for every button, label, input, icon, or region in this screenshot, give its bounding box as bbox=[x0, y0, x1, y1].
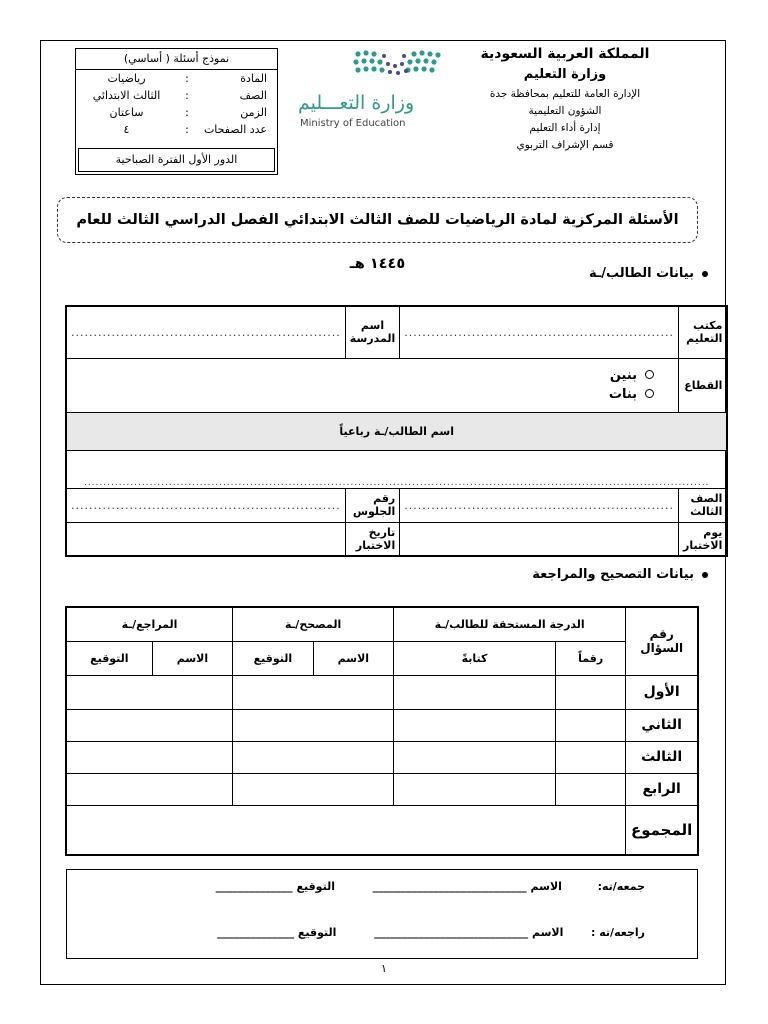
logo-arabic-text: وزارة التعـــليم bbox=[298, 92, 415, 114]
class-field[interactable]: ............................................................ bbox=[400, 488, 679, 522]
logo-english-text: Ministry of Education bbox=[300, 118, 406, 129]
corrector-header: المصحح/ـة bbox=[233, 607, 394, 641]
page-number: ١ bbox=[381, 962, 387, 975]
collected-by-line bbox=[216, 880, 645, 893]
review-section-heading bbox=[532, 567, 708, 582]
info-value: رياضيات bbox=[107, 72, 146, 85]
performance-line: إدارة أداء التعليم bbox=[529, 122, 601, 134]
info-value: ساعتان bbox=[109, 106, 144, 119]
name-label: الاسم bbox=[531, 926, 564, 939]
office-label: مكتب التعليم bbox=[679, 306, 728, 358]
info-key: الزمن bbox=[240, 106, 267, 119]
digits-header: رقماً bbox=[556, 641, 626, 675]
sector-label: القطاع bbox=[679, 358, 728, 412]
header-block bbox=[465, 44, 665, 154]
grade-cell[interactable] bbox=[556, 675, 626, 709]
question-row-label: الرابع bbox=[626, 773, 698, 805]
info-value: ٤ bbox=[123, 123, 130, 136]
grade-header: الدرجة المستحقة للطالب/ـة bbox=[394, 607, 626, 641]
corrector-cell[interactable] bbox=[233, 675, 394, 709]
day-label: يوم الاختبار bbox=[679, 522, 728, 556]
school-label: اسم المدرسة bbox=[345, 306, 399, 358]
info-key: الصف bbox=[239, 89, 267, 102]
seat-field[interactable]: ............................................................ bbox=[66, 488, 345, 522]
bullet-icon bbox=[702, 572, 708, 578]
corrector-sign-header: التوقيع bbox=[233, 641, 313, 675]
name-line[interactable]: ____________________________ bbox=[372, 880, 527, 893]
session-label: الدور الأول الفترة الصباحية bbox=[78, 148, 275, 172]
student-name-field[interactable]: .................................................................................................................................................................. bbox=[66, 450, 727, 488]
reviewer-header: المراجع/ـة bbox=[66, 607, 233, 641]
words-header: كتابةً bbox=[394, 641, 556, 675]
reviewer-cell[interactable] bbox=[66, 709, 233, 741]
reviewed-by-line bbox=[217, 926, 645, 939]
grading-table bbox=[65, 606, 699, 856]
student-info-table bbox=[65, 305, 728, 557]
date-field[interactable] bbox=[66, 522, 345, 556]
day-field[interactable] bbox=[400, 522, 679, 556]
sign-label: التوقيع bbox=[296, 880, 335, 893]
sector-option-label: بنات bbox=[608, 387, 638, 402]
ministry-title: وزارة التعليم bbox=[523, 67, 607, 82]
info-key: المادة bbox=[240, 72, 267, 85]
signature-box bbox=[66, 869, 698, 959]
student-name-label: اسم الطالب/ـة رباعياً bbox=[66, 412, 727, 450]
sign-line[interactable]: ______________ bbox=[215, 880, 293, 893]
bullet-icon bbox=[702, 271, 708, 277]
info-key: عدد الصفحات bbox=[203, 123, 267, 136]
radio-icon[interactable] bbox=[645, 389, 654, 398]
sector-option-girls[interactable] bbox=[71, 385, 654, 404]
sector-option-boys[interactable] bbox=[71, 366, 654, 385]
info-row: الزمن : ساعتان bbox=[76, 104, 277, 121]
corrector-cell[interactable] bbox=[233, 741, 394, 773]
section-title: بيانات التصحيح والمراجعة bbox=[532, 567, 694, 582]
grade-cell[interactable] bbox=[556, 741, 626, 773]
reviewer-cell[interactable] bbox=[66, 773, 233, 805]
name-label: الاسم bbox=[530, 880, 562, 893]
sector-option-label: بنين bbox=[609, 368, 638, 383]
grade-cell[interactable] bbox=[394, 741, 556, 773]
sign-label: التوقيع bbox=[297, 926, 337, 939]
section-title: بيانات الطالب/ـة bbox=[588, 266, 694, 281]
sign-line[interactable]: ______________ bbox=[217, 926, 295, 939]
question-row-label: الأول bbox=[626, 675, 698, 709]
supervision-line: قسم الإشراف التربوي bbox=[516, 139, 614, 151]
exam-title-banner: الأسئلة المركزية لمادة الرياضيات للصف الثالث الابتدائي الفصل الدراسي الثالث للعام ١٤٤٥ هـ bbox=[57, 197, 698, 243]
form-type: نموذج أسئلة ( أساسي) bbox=[76, 49, 277, 70]
info-row: عدد الصفحات : ٤ bbox=[76, 121, 277, 138]
reviewer-sign-header: التوقيع bbox=[66, 641, 152, 675]
reviewer-cell[interactable] bbox=[66, 741, 233, 773]
name-line[interactable]: ____________________________ bbox=[374, 926, 529, 939]
kingdom-title: المملكة العربية السعودية bbox=[480, 46, 650, 62]
reviewer-name-header: الاسم bbox=[152, 641, 232, 675]
exam-info-box bbox=[75, 48, 278, 175]
reviewer-cell[interactable] bbox=[66, 675, 233, 709]
admin-line: الإدارة العامة للتعليم بمحافظة جدة bbox=[489, 88, 641, 100]
radio-icon[interactable] bbox=[645, 370, 654, 379]
student-section-heading bbox=[589, 266, 708, 281]
question-row-label: الثاني bbox=[626, 709, 698, 741]
info-row: الصف : الثالث الابتدائي bbox=[76, 87, 277, 104]
total-row-label: المجموع bbox=[626, 805, 698, 855]
grade-cell[interactable] bbox=[394, 773, 556, 805]
question-row-label: الثالث bbox=[626, 741, 698, 773]
grade-cell[interactable] bbox=[556, 709, 626, 741]
grade-cell[interactable] bbox=[394, 709, 556, 741]
grade-cell[interactable] bbox=[394, 675, 556, 709]
grade-cell[interactable] bbox=[556, 773, 626, 805]
corrector-name-header: الاسم bbox=[313, 641, 393, 675]
reviewed-label: راجعه/ته : bbox=[591, 926, 645, 939]
collected-label: جمعه/ته: bbox=[597, 880, 645, 893]
question-no-header: رقم السؤال bbox=[626, 607, 698, 675]
affairs-line: الشؤون التعليمية bbox=[528, 105, 602, 117]
info-value: الثالث الابتدائي bbox=[92, 89, 161, 102]
corrector-cell[interactable] bbox=[233, 773, 394, 805]
school-field[interactable]: ............................................................ bbox=[66, 306, 345, 358]
date-label: تاريخ الاختبار bbox=[345, 522, 399, 556]
corrector-cell[interactable] bbox=[233, 709, 394, 741]
sector-options bbox=[66, 358, 679, 412]
class-label: الصف الثالث bbox=[679, 488, 728, 522]
seat-label: رقم الجلوس bbox=[345, 488, 399, 522]
total-cell[interactable] bbox=[66, 805, 626, 855]
office-field[interactable]: ............................................................ bbox=[400, 306, 679, 358]
info-row: المادة : رياضيات bbox=[76, 70, 277, 87]
